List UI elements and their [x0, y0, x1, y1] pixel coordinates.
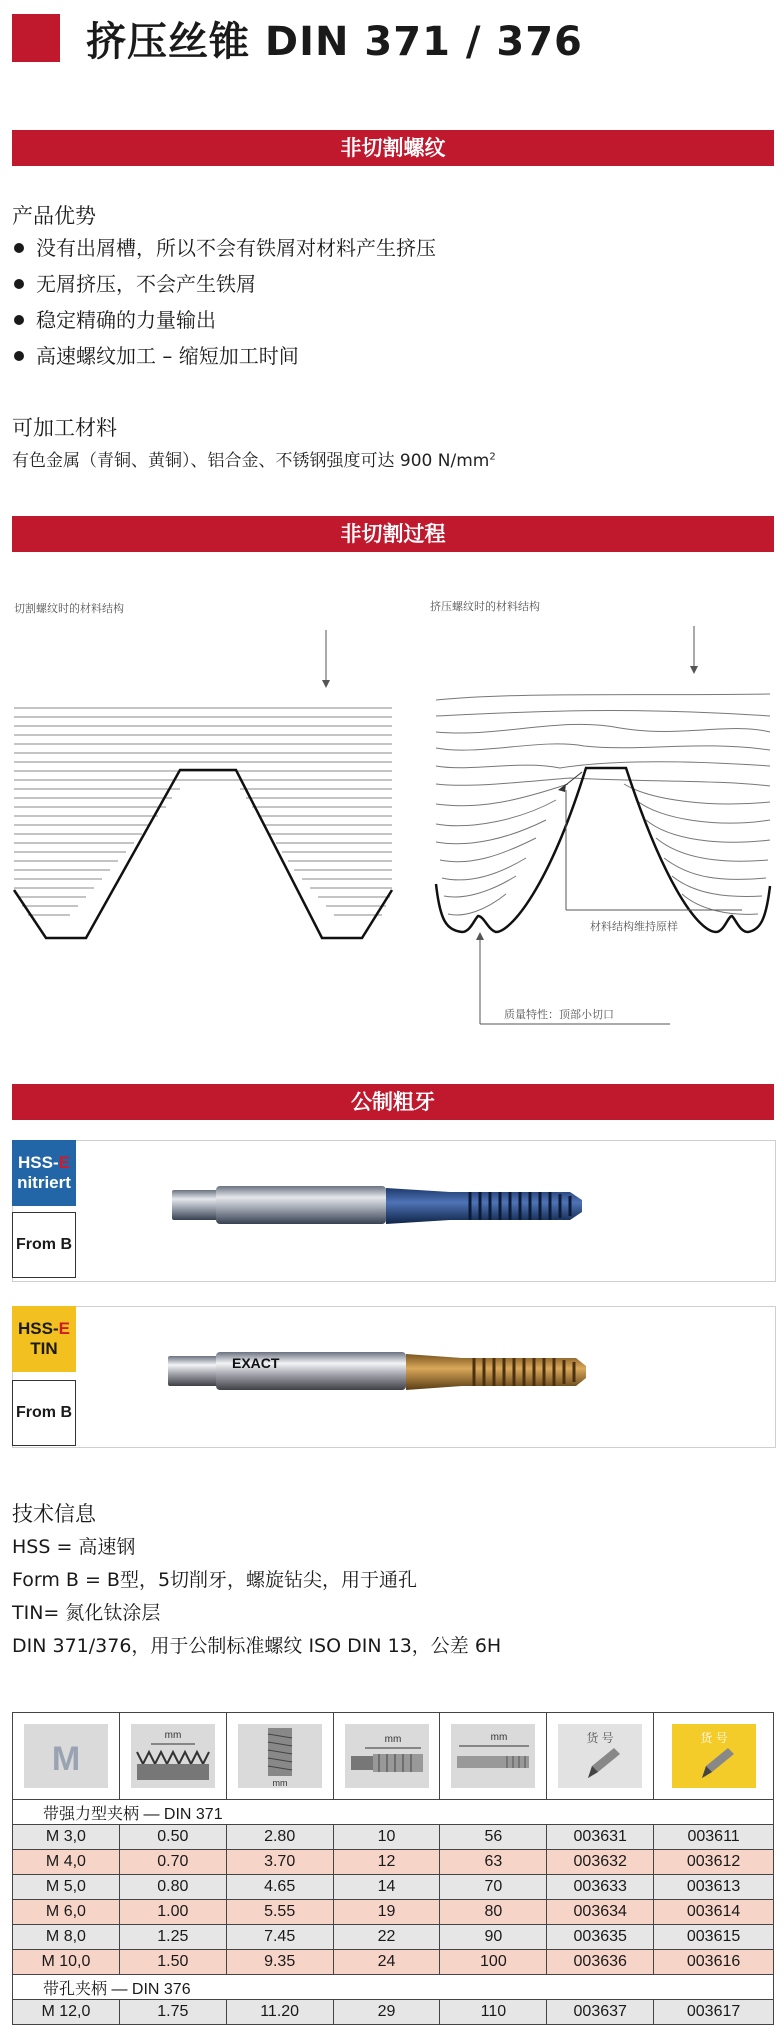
thread-structure-diagram [0, 620, 784, 1030]
table-cell: 1.75 [119, 2000, 226, 2025]
section-bar-non-cutting-process: 非切割过程 [12, 516, 774, 552]
cut-thread-diagram [14, 630, 392, 938]
table-cell: 56 [440, 1825, 547, 1850]
tech-info-heading: 技术信息 [12, 1502, 96, 1526]
total-length-icon [440, 1713, 547, 1800]
brand-label: EXACT [232, 1355, 280, 1371]
annotation-structure: 材料结构维持原样 [590, 920, 678, 933]
tech-info-line: HSS = 高速钢 [12, 1536, 136, 1558]
table-cell: 14 [333, 1875, 440, 1900]
table-cell: 1.50 [119, 1950, 226, 1975]
svg-text:mm: mm [272, 1778, 288, 1788]
table-cell: 5.55 [226, 1900, 333, 1925]
table-cell: 0.50 [119, 1825, 226, 1850]
materials-heading: 可加工材料 [12, 416, 117, 440]
table-row [13, 1850, 774, 1875]
annotation-quality: 质量特性：顶部小切口 [504, 1008, 614, 1021]
table-row [13, 1925, 774, 1950]
table-cell: 003613 [654, 1875, 774, 1900]
table-cell: 12 [333, 1850, 440, 1875]
tech-info-line: TIN= 氮化钛涂层 [12, 1602, 161, 1624]
table-cell: 003617 [654, 2000, 774, 2025]
table-cell: M 12,0 [13, 2000, 120, 2025]
table-cell: 0.80 [119, 1875, 226, 1900]
article-number-icon [547, 1713, 654, 1800]
advantages-heading: 产品优势 [12, 204, 96, 228]
table-cell: 110 [440, 2000, 547, 2025]
metric-m-icon [13, 1713, 120, 1800]
table-cell: 003634 [547, 1900, 654, 1925]
title-marker [12, 14, 60, 62]
svg-text:mm: mm [491, 1732, 508, 1743]
table-cell: 29 [333, 2000, 440, 2025]
table-cell: M 10,0 [13, 1950, 120, 1975]
table-cell: 0.70 [119, 1850, 226, 1875]
table-cell: 11.20 [226, 2000, 333, 2025]
table-cell: 3.70 [226, 1850, 333, 1875]
table-cell: 7.45 [226, 1925, 333, 1950]
thread-length-icon [333, 1713, 440, 1800]
advantages-list [12, 230, 436, 374]
section-bar-metric-coarse: 公制粗牙 [12, 1084, 774, 1120]
table-row [13, 1950, 774, 1975]
table-cell: 90 [440, 1925, 547, 1950]
svg-text:货 号: 货 号 [699, 1731, 728, 1745]
table-cell: 19 [333, 1900, 440, 1925]
table-cell: 003632 [547, 1850, 654, 1875]
tap-image-tin [166, 1346, 590, 1398]
materials-text [12, 446, 496, 471]
diagram-right-label: 挤压螺纹时的材料结构 [430, 600, 540, 613]
table-cell: 70 [440, 1875, 547, 1900]
thread-pitch-icon [119, 1713, 226, 1800]
svg-text:mm: mm [164, 1730, 182, 1741]
table-cell: 9.35 [226, 1950, 333, 1975]
table-cell: 4.65 [226, 1875, 333, 1900]
table-row [13, 1875, 774, 1900]
table-cell: M 5,0 [13, 1875, 120, 1900]
table-cell: M 3,0 [13, 1825, 120, 1850]
table-cell: 2.80 [226, 1825, 333, 1850]
form-badge: From B [12, 1380, 76, 1446]
table-row [13, 2000, 774, 2025]
list-item: 没有出屑槽，所以不会有铁屑对材料产生挤压 [12, 230, 436, 266]
drill-diameter-icon [226, 1713, 333, 1800]
materials-text-body: 有色金属（青铜、黄铜）、铝合金、不锈钢强度可达 900 N/mm [12, 451, 490, 471]
diagram-left-label: 切割螺纹时的材料结构 [14, 602, 124, 615]
svg-text:mm: mm [384, 1734, 401, 1745]
tech-info-line: DIN 371/376，用于公制标准螺纹 ISO DIN 13，公差 6H [12, 1635, 502, 1657]
table-cell: 1.25 [119, 1925, 226, 1950]
section-bar-non-cutting-thread: 非切割螺纹 [12, 130, 774, 166]
material-badge-tin: HSS-E TIN [12, 1306, 76, 1372]
materials-superscript: 2 [489, 451, 496, 463]
list-item: 高速螺纹加工 – 缩短加工时间 [12, 338, 436, 374]
table-header-row [13, 1713, 774, 1800]
page-title: 挤压丝锥 DIN 371 / 376 [86, 19, 583, 65]
table-cell: M 8,0 [13, 1925, 120, 1950]
svg-text:货 号: 货 号 [586, 1731, 614, 1745]
tap-image-nitriert [170, 1180, 590, 1232]
table-cell: 22 [333, 1925, 440, 1950]
table-cell: 003616 [654, 1950, 774, 1975]
material-badge-nitriert: HSS-E nitriert [12, 1140, 76, 1206]
table-cell: 003637 [547, 2000, 654, 2025]
table-cell: 10 [333, 1825, 440, 1850]
formed-thread-diagram [436, 626, 770, 1024]
list-item: 稳定精确的力量输出 [12, 302, 436, 338]
spec-table [12, 1712, 774, 2025]
table-cell: 24 [333, 1950, 440, 1975]
tech-info [12, 1498, 501, 1663]
table-cell: 63 [440, 1850, 547, 1875]
table-row [13, 1900, 774, 1925]
table-cell: M 4,0 [13, 1850, 120, 1875]
table-cell: 100 [440, 1950, 547, 1975]
form-badge: From B [12, 1212, 76, 1278]
table-cell: 003614 [654, 1900, 774, 1925]
table-cell: 003633 [547, 1875, 654, 1900]
table-group-row: 带强力型夹柄 — DIN 371 [13, 1800, 774, 1825]
table-cell: 003636 [547, 1950, 654, 1975]
table-cell: 003635 [547, 1925, 654, 1950]
svg-text:M: M [51, 1740, 81, 1778]
table-cell: 003611 [654, 1825, 774, 1850]
list-item: 无屑挤压，不会产生铁屑 [12, 266, 436, 302]
table-cell: 003615 [654, 1925, 774, 1950]
table-cell: 1.00 [119, 1900, 226, 1925]
table-group-row: 带孔夹柄 — DIN 376 [13, 1975, 774, 2000]
article-number-gold-icon [654, 1713, 774, 1800]
table-row [13, 1825, 774, 1850]
table-cell: 003631 [547, 1825, 654, 1850]
table-cell: 003612 [654, 1850, 774, 1875]
table-cell: M 6,0 [13, 1900, 120, 1925]
tech-info-line: Form B = B型，5切削牙，螺旋钻尖，用于通孔 [12, 1569, 418, 1591]
table-cell: 80 [440, 1900, 547, 1925]
